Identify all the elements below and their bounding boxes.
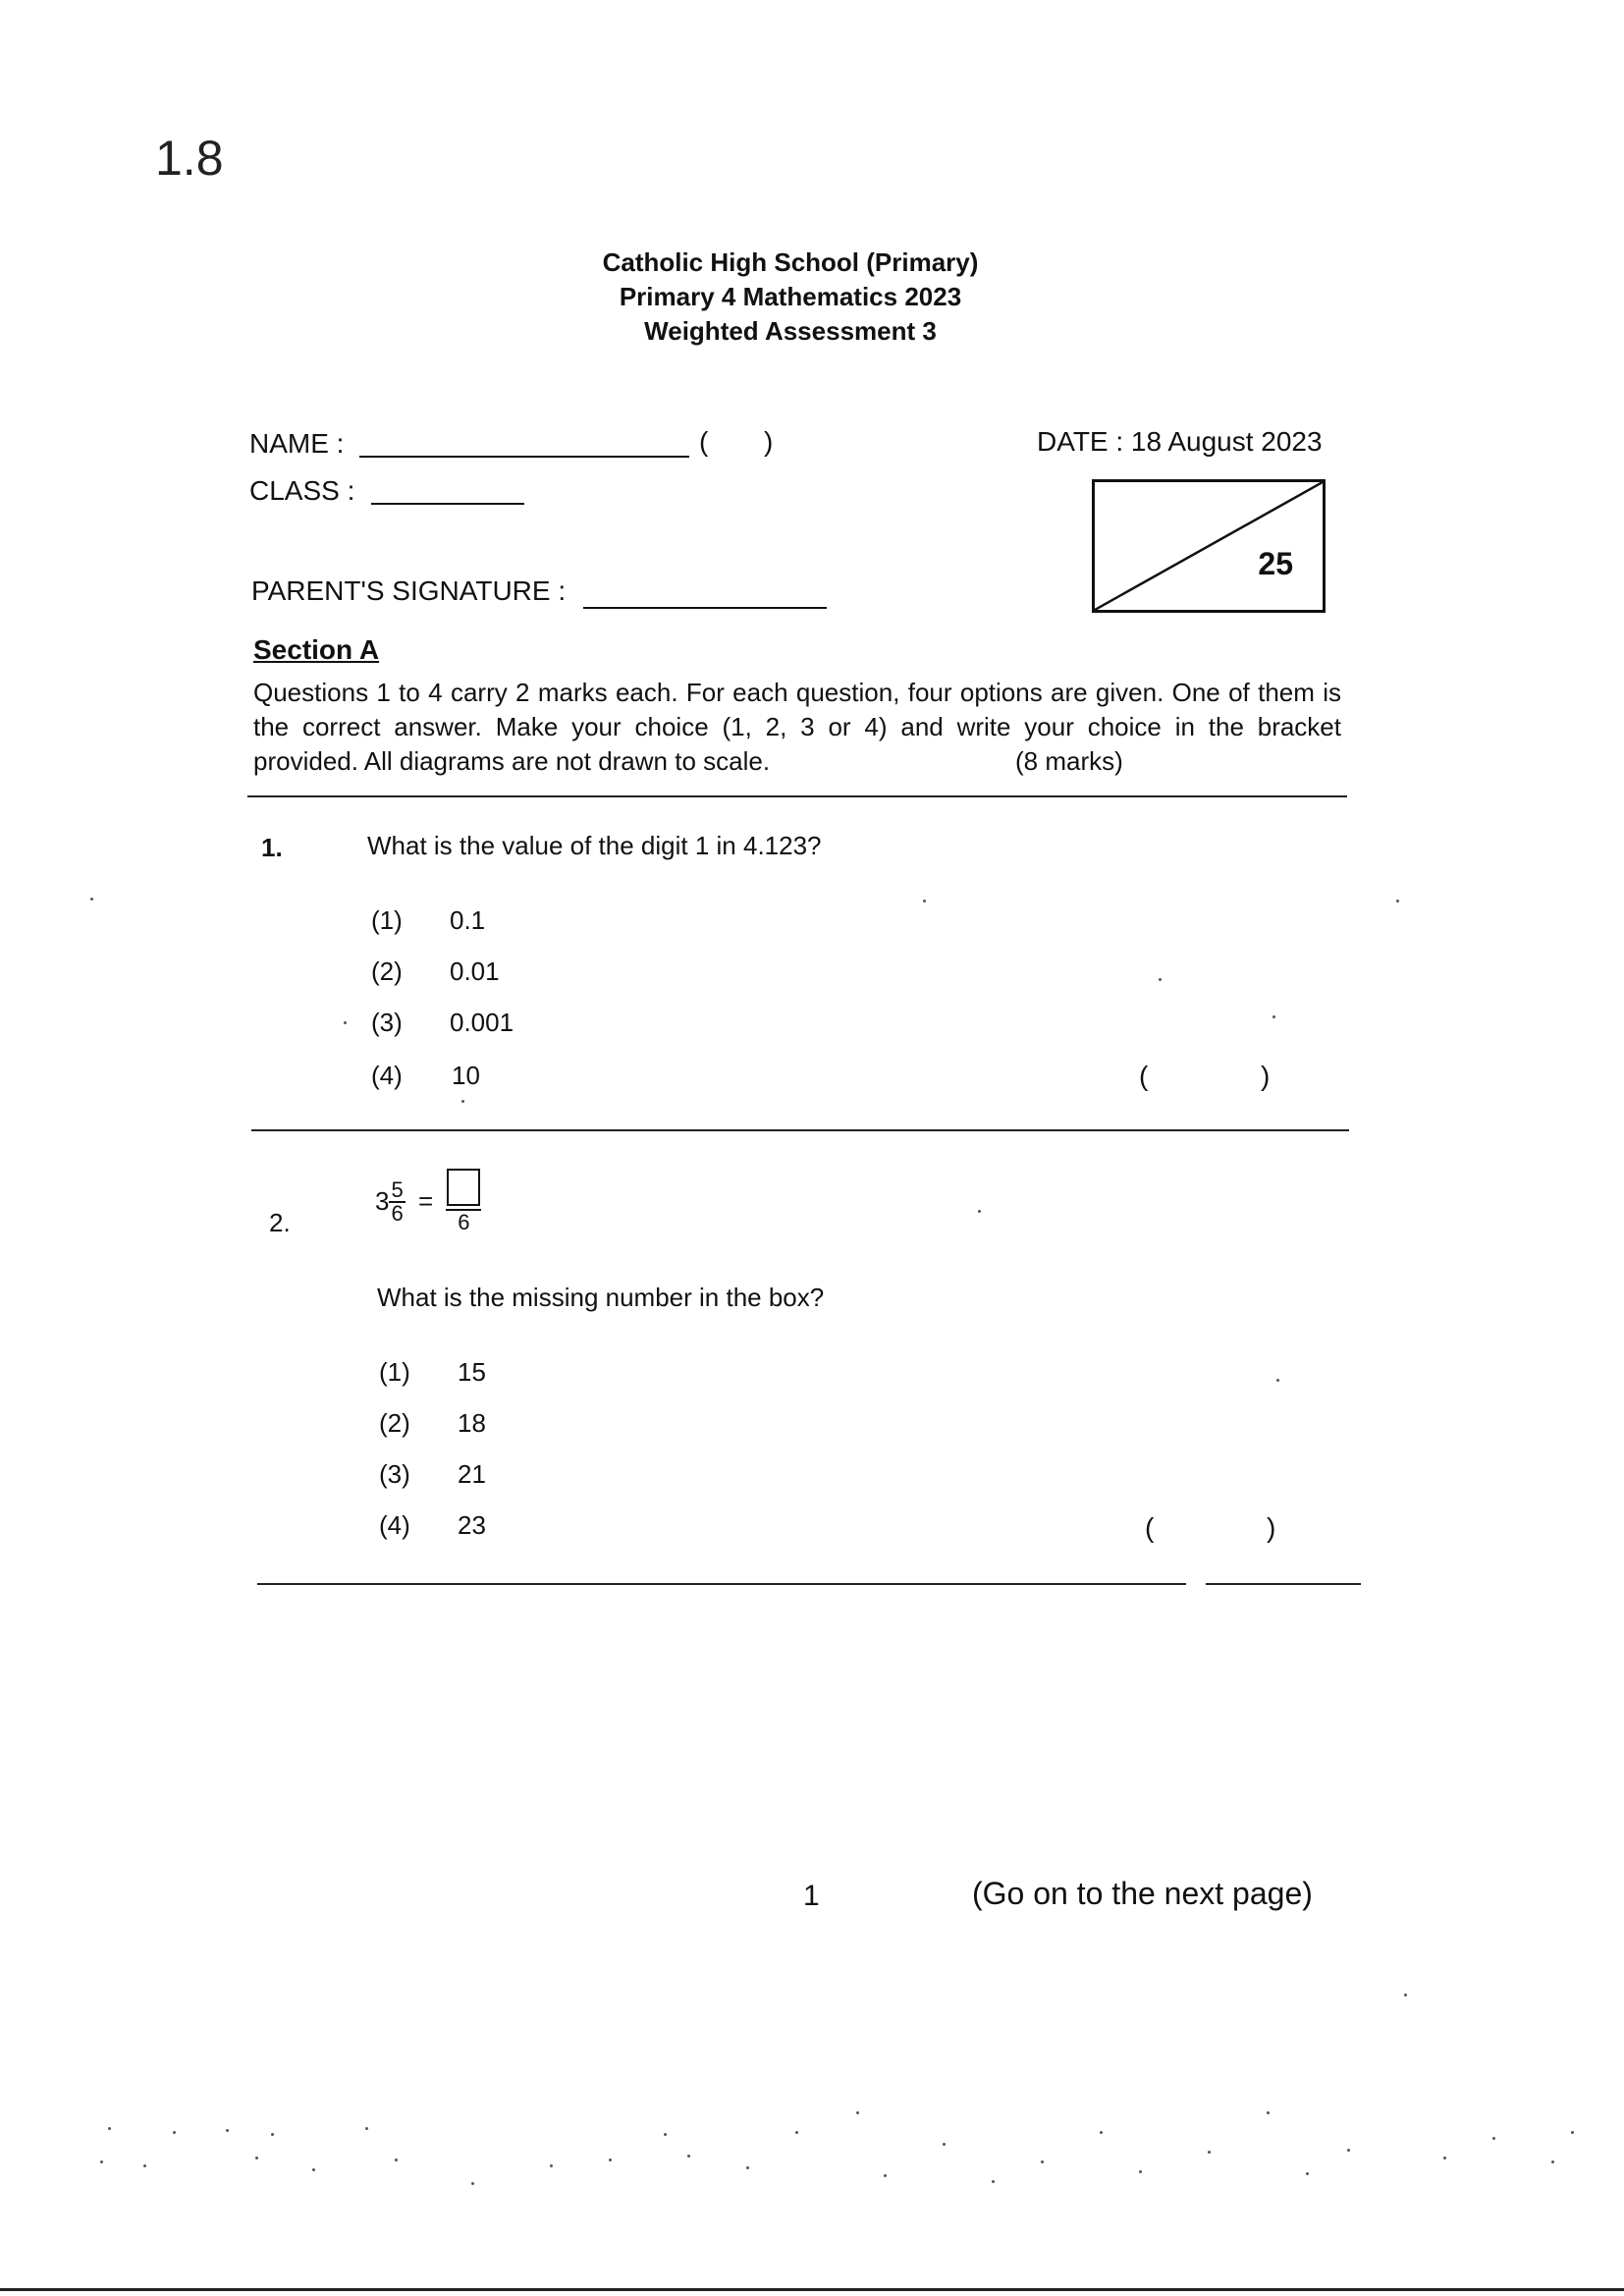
class-field[interactable] <box>371 475 524 505</box>
assessment-title: Weighted Assessment 3 <box>644 316 937 346</box>
page-number: 1 <box>803 1880 820 1912</box>
answer-bracket-close: ) <box>1267 1512 1276 1543</box>
answer-bracket-close: ) <box>1261 1061 1271 1091</box>
section-marks: (8 marks) <box>1015 746 1123 776</box>
section-title: Section A <box>253 634 380 665</box>
missing-number-fraction <box>446 1169 481 1234</box>
name-label: NAME : <box>249 428 345 459</box>
option-value: 21 <box>458 1459 486 1489</box>
answer-field[interactable] <box>1155 1066 1253 1094</box>
divider <box>247 795 1347 797</box>
date-label: DATE : 18 August 2023 <box>1037 426 1323 457</box>
score-box <box>1092 479 1326 613</box>
option-value: 10 <box>452 1061 480 1090</box>
option-number: (1) <box>379 1357 410 1387</box>
option-number: (3) <box>379 1459 410 1489</box>
fraction <box>389 1176 405 1226</box>
option-value: 23 <box>458 1510 486 1540</box>
scan-edge-line <box>0 2288 1624 2291</box>
divider <box>257 1583 1186 1585</box>
option-number: (2) <box>379 1408 410 1438</box>
name-paren-close: ) <box>764 426 774 457</box>
option-number: (2) <box>371 957 403 986</box>
option-number: (4) <box>371 1061 403 1090</box>
option-number: (3) <box>371 1008 403 1037</box>
subject-title: Primary 4 Mathematics 2023 <box>619 282 962 311</box>
answer-bracket-open: ( <box>1145 1512 1155 1543</box>
divider <box>1206 1583 1361 1585</box>
answer-bracket-open: ( <box>1139 1061 1149 1091</box>
question-text: What is the value of the digit 1 in 4.123? <box>367 831 822 860</box>
class-label: CLASS : <box>249 475 355 506</box>
question-number: 1. <box>261 833 283 862</box>
name-field[interactable] <box>359 428 689 458</box>
score-total: 25 <box>1258 546 1293 581</box>
option-number: (4) <box>379 1510 410 1540</box>
section-instructions <box>253 676 1341 779</box>
mixed-whole: 3 <box>375 1186 390 1216</box>
answer-field[interactable] <box>1161 1518 1259 1546</box>
name-paren-open: ( <box>699 426 709 457</box>
option-number: (1) <box>371 905 403 935</box>
fraction-equation <box>375 1169 481 1234</box>
fraction-denominator: 6 <box>391 1200 404 1226</box>
signature-field[interactable] <box>583 579 827 609</box>
document-header <box>0 246 1581 349</box>
option-value: 15 <box>458 1357 486 1387</box>
divider <box>251 1129 1349 1131</box>
next-page-note: (Go on to the next page) <box>972 1876 1313 1911</box>
option-value: 0.1 <box>450 905 486 935</box>
option-value: 18 <box>458 1408 486 1438</box>
question-number: 2. <box>269 1208 291 1237</box>
box-denominator: 6 <box>458 1210 470 1234</box>
fraction-numerator: 5 <box>391 1176 404 1202</box>
page-tag: 1.8 <box>155 131 224 186</box>
missing-number-box <box>447 1169 480 1206</box>
question-text: What is the missing number in the box? <box>377 1283 825 1312</box>
instructions-text: Questions 1 to 4 carry 2 marks each. For each question, four options are given. One of them is the correct answer. Make your choice (1, 2, 3 or 4) and write your choice in the bracket provided. All diagrams are not drawn to scale. <box>253 678 1341 776</box>
signature-label: PARENT'S SIGNATURE : <box>251 575 567 606</box>
option-value: 0.01 <box>450 957 500 986</box>
equals-sign: = <box>417 1186 434 1216</box>
option-value: 0.001 <box>450 1008 514 1037</box>
school-name: Catholic High School (Primary) <box>602 247 979 277</box>
